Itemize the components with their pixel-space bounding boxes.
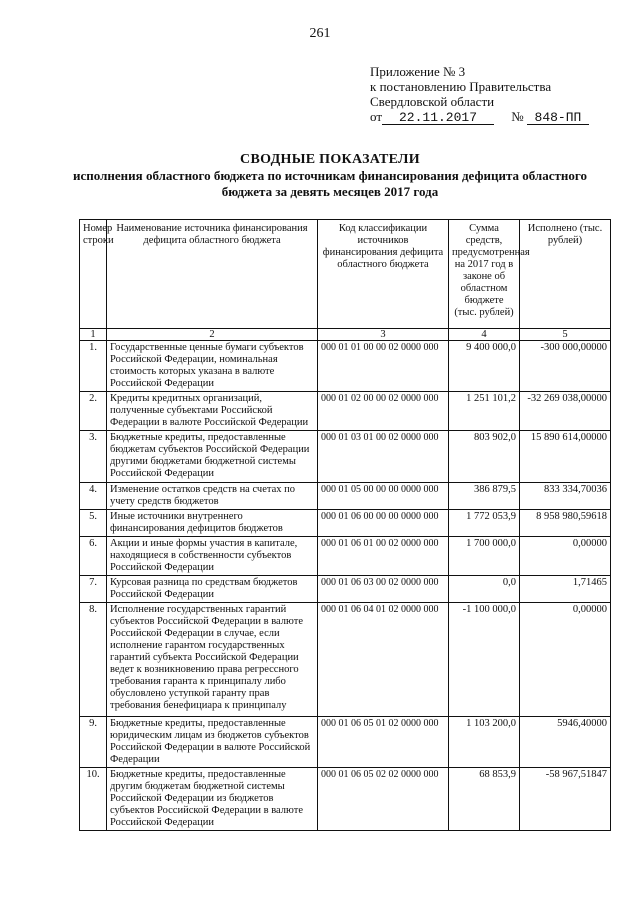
appendix-line-1: Приложение № 3 [370, 64, 466, 79]
row-number: 5. [80, 510, 107, 537]
executed-amount: 15 890 614,00000 [520, 431, 611, 483]
date-prefix: от [370, 109, 383, 124]
classification-code: 000 01 06 03 00 02 0000 000 [318, 576, 449, 603]
title-line-3: бюджета за девять месяцев 2017 года [221, 184, 439, 199]
header-classification-code: Код классификации источников финансирования дефицита областного бюджета [318, 220, 449, 329]
row-number: 1. [80, 341, 107, 392]
appendix-line-3: Свердловской области [370, 94, 495, 109]
column-index: 5 [520, 329, 611, 341]
classification-code: 000 01 03 01 00 02 0000 000 [318, 431, 449, 483]
planned-amount: 803 902,0 [449, 431, 520, 483]
planned-amount: 1 700 000,0 [449, 537, 520, 576]
row-number: 3. [80, 431, 107, 483]
header-executed: Исполнено (тыс. рублей) [520, 220, 611, 329]
executed-amount: 8 958 980,59618 [520, 510, 611, 537]
header-planned-amount: Сумма средств, предусмотренная на 2017 год в законе об областном бюджете (тыс. рублей) [449, 220, 520, 329]
row-number: 7. [80, 576, 107, 603]
planned-amount: 9 400 000,0 [449, 341, 520, 392]
planned-amount: 1 103 200,0 [449, 717, 520, 768]
column-index: 3 [318, 329, 449, 341]
planned-amount: 1 251 101,2 [449, 392, 520, 431]
budget-sources-table [79, 219, 611, 831]
title-line-2: исполнения областного бюджета по источникам финансирования дефицита областного [73, 168, 587, 183]
source-name: Иные источники внутреннего финансирования дефицитов бюджетов [107, 510, 318, 537]
appendix-line-2: к постановлению Правительства [370, 79, 552, 94]
table-row [80, 717, 611, 768]
executed-amount: 833 334,70036 [520, 483, 611, 510]
source-name: Исполнение государственных гарантий субъектов Российской Федерации в валюте Российской Федерации в случае, если исполнение гарантом государственных гарантий субъекта Российской Федерации ведет к возникновению права регрессного требования гаранта к принципалу либо обусловлено уступкой гаранту прав требования бенефициара к принципалу [107, 603, 318, 717]
source-name: Кредиты кредитных организаций, полученные субъектами Российской Федерации в валюте Российской Федерации [107, 392, 318, 431]
appendix-block [370, 64, 589, 125]
source-name: Бюджетные кредиты, предоставленные другим бюджетам бюджетной системы Российской Федерации из бюджетов субъектов Российской Федерации в валюте Российской Федерации [107, 768, 318, 831]
classification-code: 000 01 01 00 00 02 0000 000 [318, 341, 449, 392]
row-number: 8. [80, 603, 107, 717]
classification-code: 000 01 05 00 00 00 0000 000 [318, 483, 449, 510]
planned-amount: 68 853,9 [449, 768, 520, 831]
classification-code: 000 01 06 05 02 02 0000 000 [318, 768, 449, 831]
row-number: 4. [80, 483, 107, 510]
executed-amount: 0,00000 [520, 537, 611, 576]
classification-code: 000 01 06 01 00 02 0000 000 [318, 537, 449, 576]
executed-amount: 1,71465 [520, 576, 611, 603]
header-row-number: Номер строки [80, 220, 107, 329]
source-name: Бюджетные кредиты, предоставленные юридическим лицам из бюджетов субъектов Российской Федерации в валюте Российской Федерации [107, 717, 318, 768]
table-row [80, 576, 611, 603]
row-number: 6. [80, 537, 107, 576]
table-header-row [80, 220, 611, 329]
classification-code: 000 01 06 05 01 02 0000 000 [318, 717, 449, 768]
classification-code: 000 01 06 04 01 02 0000 000 [318, 603, 449, 717]
planned-amount: 386 879,5 [449, 483, 520, 510]
source-name: Акции и иные формы участия в капитале, находящиеся в собственности субъектов Российской Федерации [107, 537, 318, 576]
table-row [80, 341, 611, 392]
table-row [80, 483, 611, 510]
executed-amount: -300 000,00000 [520, 341, 611, 392]
executed-amount: 0,00000 [520, 603, 611, 717]
classification-code: 000 01 06 00 00 00 0000 000 [318, 510, 449, 537]
classification-code: 000 01 02 00 00 02 0000 000 [318, 392, 449, 431]
executed-amount: -58 967,51847 [520, 768, 611, 831]
column-index-row [80, 329, 611, 341]
source-name: Бюджетные кредиты, предоставленные бюджетам субъектов Российской Федерации другими бюджетами бюджетной системы Российской Федерации [107, 431, 318, 483]
column-index: 1 [80, 329, 107, 341]
source-name: Изменение остатков средств на счетах по учету средств бюджетов [107, 483, 318, 510]
document-title [60, 152, 600, 200]
source-name: Курсовая разница по средствам бюджетов Российской Федерации [107, 576, 318, 603]
number-prefix: № [511, 109, 524, 124]
appendix-date-line [370, 109, 589, 125]
row-number: 2. [80, 392, 107, 431]
planned-amount: -1 100 000,0 [449, 603, 520, 717]
table-row [80, 431, 611, 483]
title-main: СВОДНЫЕ ПОКАЗАТЕЛИ [240, 152, 420, 167]
document-date: 22.11.2017 [382, 111, 494, 125]
header-source-name: Наименование источника финансирования дефицита областного бюджета [107, 220, 318, 329]
table-row [80, 510, 611, 537]
page-number: 261 [309, 26, 331, 41]
row-number: 10. [80, 768, 107, 831]
table-row [80, 537, 611, 576]
table-row [80, 603, 611, 717]
document-number: 848-ПП [527, 111, 589, 125]
planned-amount: 0,0 [449, 576, 520, 603]
table-row [80, 392, 611, 431]
source-name: Государственные ценные бумаги субъектов Российской Федерации, номинальная стоимость которых указана в валюте Российской Федерации [107, 341, 318, 392]
executed-amount: -32 269 038,00000 [520, 392, 611, 431]
planned-amount: 1 772 053,9 [449, 510, 520, 537]
column-index: 4 [449, 329, 520, 341]
row-number: 9. [80, 717, 107, 768]
executed-amount: 5946,40000 [520, 717, 611, 768]
column-index: 2 [107, 329, 318, 341]
table-row [80, 768, 611, 831]
